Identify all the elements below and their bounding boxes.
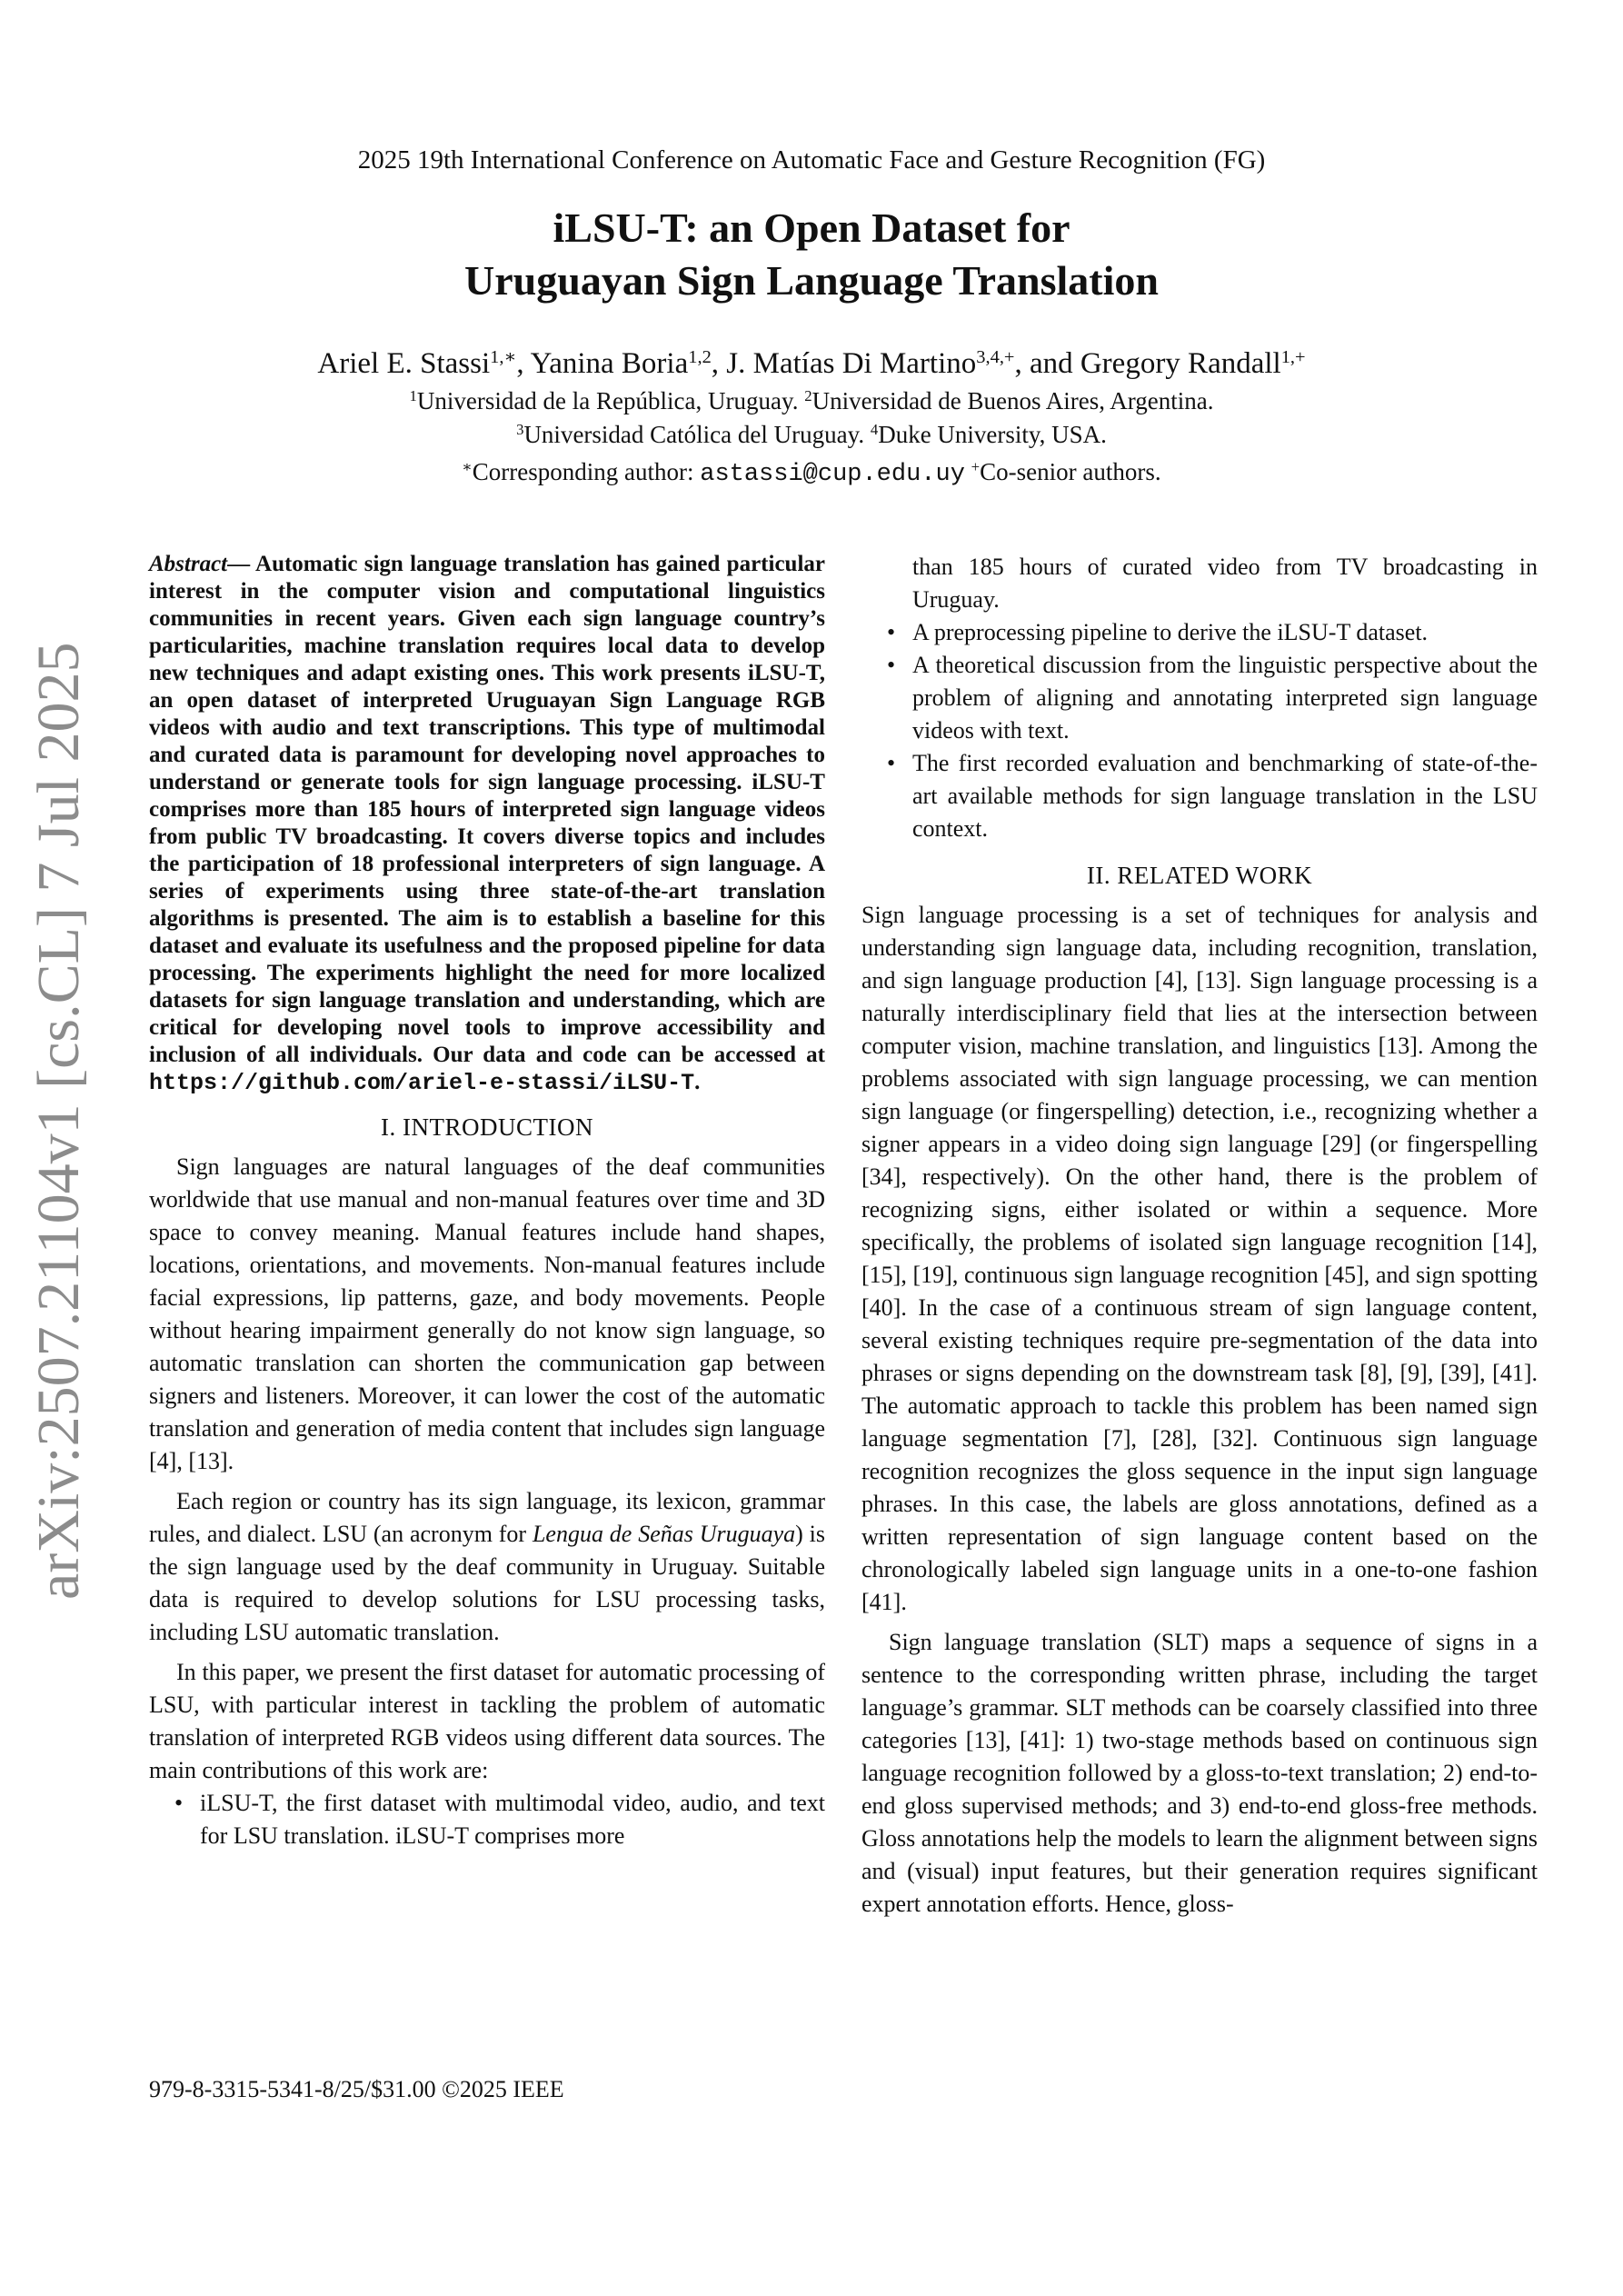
author-2-affil: 1,2 <box>688 346 712 367</box>
copyright-footer: 979-8-3315-5341-8/25/$31.00 ©2025 IEEE <box>149 2076 564 2102</box>
section-heading-related-work: II. RELATED WORK <box>1086 862 1313 889</box>
corresponding-email[interactable]: astassi@cup.edu.uy <box>700 461 965 488</box>
intro-paragraph-3: In this paper, we present the first dataset for automatic processing of LSU, with particular interest in tackling the problem of automatic translation of interpreted RGB videos using different data sources. The main contributions of this work are: <box>149 1659 825 1783</box>
title-line-1: iLSU-T: an Open Dataset for <box>553 205 1070 251</box>
list-item: • A theoretical discussion from the linguistic perspective about the problem of aligning and annotating interpreted sign language videos with text. <box>861 649 1538 747</box>
bullet-icon: • <box>174 1790 184 1816</box>
author-3-affil: 3,4,+ <box>976 346 1015 367</box>
author-3: , J. Matías Di Martino <box>711 347 977 380</box>
code-url-link[interactable]: https://github.com/ariel-e-stassi/iLSU-T <box>149 1070 695 1096</box>
contribution-list <box>149 1787 825 1852</box>
list-item: • A preprocessing pipeline to derive the iLSU-T dataset. <box>861 616 1538 649</box>
bullet-icon: • <box>887 750 896 776</box>
list-item: than 185 hours of curated video from TV broadcasting in Uruguay. <box>912 554 1538 613</box>
author-4: , and Gregory Randall <box>1014 347 1281 380</box>
affiliation-line-1: $^1$Universidad de la República, Uruguay. $^2$Universidad de Buenos Aires, Argentina. <box>409 386 1214 414</box>
arxiv-sidebar <box>18 642 100 1600</box>
author-4-affil: 1,+ <box>1280 346 1306 367</box>
right-column <box>861 551 1538 1921</box>
bullet-icon: • <box>887 652 896 678</box>
related-paragraph-2: Sign language translation (SLT) maps a sequence of signs in a sentence to the corresponding written phrase, including the target language’s grammar. SLT methods can be coarsely classified into three categories [13], [41]: 1) two-stage methods based on continuous sign language recognition followed by a gloss-to-text translation; 2) end-to-end gloss supervised methods; and 3) end-to-end gloss-free methods. Gloss annotations help the models to learn the alignment between signs and (visual) input features, but their generation requires significant expert annotation efforts. Hence, gloss- <box>861 1629 1538 1917</box>
abstract-text: — Automatic sign language translation has gained particular interest in the computer vision and computational linguistics communities in recent years. Given each sign language country’s particularities, machine translation requires local data to develop new techniques and adapt existing ones. This work presents iLSU-T, an open dataset of interpreted Uruguayan Sign Language RGB videos with audio and text transcriptions. This type of multimodal and curated data is paramount for developing novel approaches to understand or generate tools for sign language processing. iLSU-T comprises more than 185 hours of interpreted sign language videos from public TV broadcasting. It covers diverse topics and includes the participation of 18 professional interpreters of sign language. A series of experiments using three state-of-the-art translation algorithms is presented. The aim is to establish a baseline for this dataset and evaluate its usefulness and the proposed pipeline for data processing. The experiments highlight the need for more localized datasets for sign language translation and understanding, which are critical for developing novel tools to improve accessibility and inclusion of all individuals. Our data and code can be accessed at <box>149 552 825 1067</box>
author-list <box>0 347 1623 381</box>
left-column <box>149 551 825 1852</box>
abstract-label: Abstract <box>149 552 228 576</box>
affiliation-line-3: ∗Corresponding author: astassi@cup.edu.uy +Co-senior authors. <box>462 457 1161 488</box>
paper-title <box>0 202 1623 307</box>
list-item: • iLSU-T, the first dataset with multimodal video, audio, and text for LSU translation. iLSU-T comprises more <box>149 1787 825 1852</box>
contribution-list-continued <box>861 551 1538 845</box>
intro-paragraph-1: Sign languages are natural languages of the deaf communities worldwide that use manual and non-manual features over time and 3D space to convey meaning. Manual features include hand shapes, locations, orientations, and movements. Non-manual features include facial expressions, lip patterns, gaze, and body movements. People without hearing impairment generally do not know sign language, so automatic translation can shorten the communication gap between signers and listeners. Moreover, it can lower the cost of the automatic translation and generation of media content that includes sign language [4], [13]. <box>149 1153 825 1474</box>
author-1-affil: 1,∗ <box>490 346 517 367</box>
lsu-expansion: Lengua de Señas Uruguaya <box>532 1521 796 1547</box>
bullet-icon: • <box>887 619 896 645</box>
intro-paragraph-2: Each region or country has its sign language, its lexicon, grammar rules, and dialect. LSU (an acronym for Lengua de Señas Uruguaya) is the sign language used by the deaf community in Uruguay. Suitable data is required to develop solutions for LSU processing tasks, including LSU automatic translation. <box>149 1488 826 1645</box>
abstract: Abstract— Automatic sign language translation has gained particular interest in the computer vision and computational linguistics communities in recent years. Given each sign language country’s particularities, machine translation requires local data to develop new techniques and adapt existing ones. This work presents iLSU-T, an open dataset of interpreted Uruguayan Sign Language RGB videos with audio and text transcriptions. This type of multimodal and curated data is paramount for developing novel approaches to understand or generate tools for sign language processing. iLSU-T comprises more than 185 hours of interpreted sign language videos from public TV broadcasting. It covers diverse topics and includes the participation of 18 professional interpreters of sign language. A series of experiments using three state-of-the-art translation algorithms is presented. The aim is to establish a baseline for this dataset and evaluate its usefulness and the proposed pipeline for data processing. The experiments highlight the need for more localized datasets for sign language translation and understanding, which are critical for developing novel tools to improve accessibility and inclusion of all individuals. Our data and code can be accessed at https://github.com/ariel-e-stassi/iLSU-T. <box>149 552 825 1096</box>
conference-header: 2025 19th International Conference on Automatic Face and Gesture Recognition (FG) <box>357 145 1266 175</box>
affiliation-line-2: $^3$Universidad Católica del Uruguay. $^4$Duke University, USA. <box>516 420 1107 448</box>
section-heading-introduction: I. INTRODUCTION <box>381 1113 593 1141</box>
arxiv-identifier[interactable]: arXiv:2507.21104v1 [cs.CL] 7 Jul 2025 <box>25 642 92 1600</box>
title-line-2: Uruguayan Sign Language Translation <box>464 257 1159 304</box>
related-paragraph-1: Sign language processing is a set of techniques for analysis and understanding sign language data, including recognition, translation, and sign language production [4], [13]. Sign language processing is a naturally interdisciplinary field that lies at the intersection between computer vision, machine translation, and linguistics [13]. Among the problems associated with sign language processing, we can mention sign language (or fingerspelling) detection, i.e., recognizing whether a signer appears in a video doing sign language [29] (or fingerspelling [34], respectively). On the other hand, there is the problem of recognizing signs, either isolated or within a sequence. More specifically, the problems of isolated sign language recognition [14], [15], [19], continuous sign language recognition [45], and sign spotting [40]. In the case of a continuous stream of sign language content, several existing techniques require pre-segmentation of the data into phrases or signs depending on the downstream task [8], [9], [39], [41]. The automatic approach to tackle this problem has been named sign language segmentation [7], [28], [32]. Continuous sign language recognition recognizes the gloss sequence in the input sign language phrases. In this case, the labels are gloss annotations, defined as a written representation of sign language content based on the chronologically labeled sign language units in a one-to-one fashion [41]. <box>861 902 1538 1615</box>
author-1: Ariel E. Stassi <box>317 347 491 380</box>
author-2: , Yanina Boria <box>516 347 689 380</box>
list-item: • The first recorded evaluation and benchmarking of state-of-the-art available methods for sign language translation in the LSU context. <box>861 747 1538 845</box>
